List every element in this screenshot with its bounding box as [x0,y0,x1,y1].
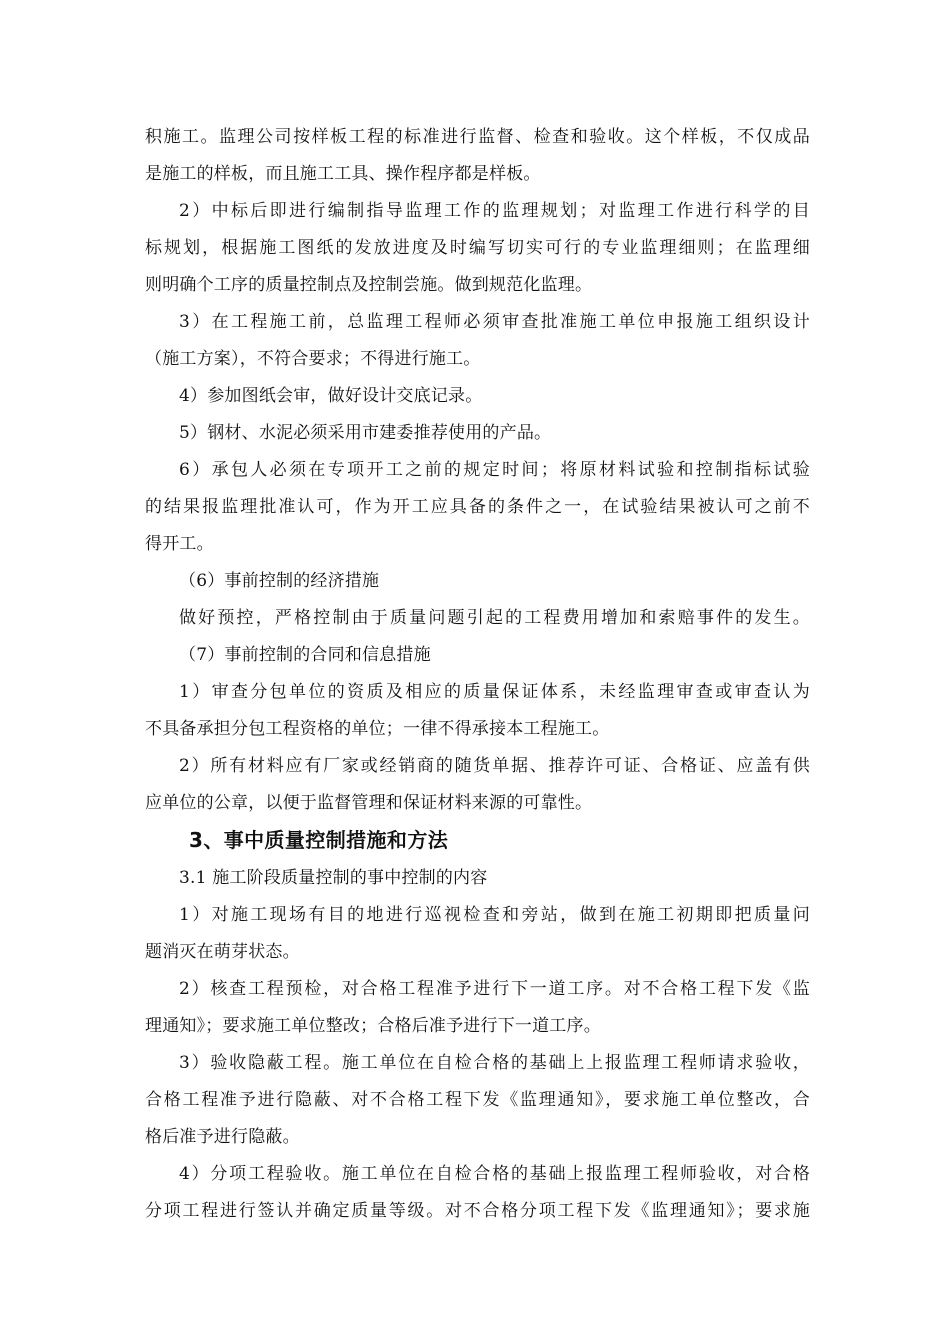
text-line: 是施工的样板，而且施工工具、操作程序都是样板。 [145,164,541,184]
text-line: 格后准予进行隐蔽。 [145,1127,300,1147]
text-line: 6）承包人必须在专项开工之前的规定时间；将原材料试验和控制指标试验 [179,460,810,480]
text-line: 2）中标后即进行编制指导监理工作的监理规划；对监理工作进行科学的目 [179,201,810,221]
text-line: 得开工。 [145,534,214,554]
text-line: 合格工程准予进行隐蔽、对不合格工程下发《监理通知》，要求施工单位整改，合 [145,1090,810,1110]
text-line: 2）所有材料应有厂家或经销商的随货单据、推荐许可证、合格证、应盖有供 [179,756,810,776]
text-line: 3）验收隐蔽工程。施工单位在自检合格的基础上上报监理工程师请求验收， [179,1053,810,1073]
section-subheading: （6）事前控制的经济措施 [179,571,380,591]
text-line: 题消灭在萌芽状态。 [145,942,300,962]
text-line: 应单位的公章，以便于监督管理和保证材料来源的可靠性。 [145,793,593,813]
text-line: 4）参加图纸会审，做好设计交底记录。 [179,386,483,406]
section-subheading: （7）事前控制的合同和信息措施 [179,645,431,665]
text-line: 2）核查工程预检，对合格工程准予进行下一道工序。对不合格工程下发《监 [179,979,810,999]
section-heading: 3、事中质量控制措施和方法 [189,828,449,852]
text-line: 标规划，根据施工图纸的发放进度及时编写切实可行的专业监理细则；在监理细 [145,238,810,258]
text-line: 积施工。监理公司按样板工程的标准进行监督、检查和验收。这个样板，不仅成品 [145,127,810,147]
text-line: 则明确个工序的质量控制点及控制尝施。做到规范化监理。 [145,275,593,295]
text-line: 3）在工程施工前，总监理工程师必须审查批准施工单位申报施工组织设计 [179,312,810,332]
text-line: 5）钢材、水泥必须采用市建委推荐使用的产品。 [179,423,552,443]
text-line: 做好预控，严格控制由于质量问题引起的工程费用增加和索赔事件的发生。 [179,608,810,628]
text-line: 理通知》；要求施工单位整改；合格后准予进行下一道工序。 [145,1016,601,1036]
text-line: （施工方案），不符合要求；不得进行施工。 [145,349,481,369]
subsection-title: 3.1 施工阶段质量控制的事中控制的内容 [179,868,488,888]
text-line: 1）审查分包单位的资质及相应的质量保证体系，未经监理审查或审查认为 [179,682,810,702]
text-line: 不具备承担分包工程资格的单位；一律不得承接本工程施工。 [145,719,610,739]
text-line: 的结果报监理批准认可，作为开工应具备的条件之一，在试验结果被认可之前不 [145,497,810,517]
text-line: 1）对施工现场有目的地进行巡视检查和旁站，做到在施工初期即把质量问 [179,905,810,925]
text-line: 分项工程进行签认并确定质量等级。对不合格分项工程下发《监理通知》；要求施 [145,1201,810,1221]
text-line: 4）分项工程验收。施工单位在自检合格的基础上报监理工程师验收，对合格 [179,1164,810,1184]
